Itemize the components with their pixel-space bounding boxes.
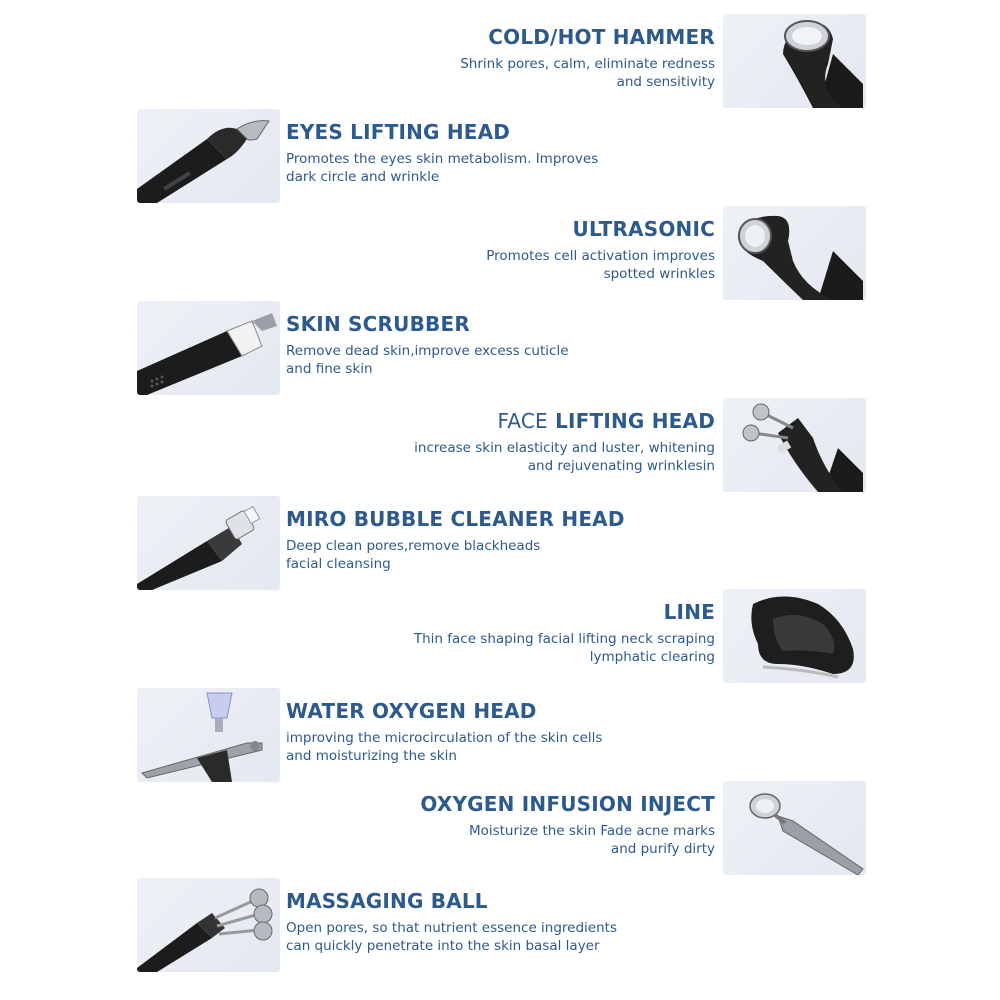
head-title: LINE [663,600,715,624]
head-text [460,24,715,91]
head-description: Promotes cell activation improves spotted wrinkles [486,248,715,282]
head-text [414,599,715,666]
head-item-cold-hot-hammer [0,14,1000,108]
cold-hot-hammer-icon [723,14,866,108]
bubble-cleaner-head-icon [137,496,280,590]
ultrasonic-head-icon [723,206,866,300]
head-item-bubble-cleaner [0,496,1000,590]
head-title: ULTRASONIC [572,217,715,241]
head-description: Open pores, so that nutrient essence ingredients can quickly penetrate into the skin basal layer [286,920,617,954]
head-description: improving the microcirculation of the skin cells and moisturizing the skin [286,730,603,764]
head-description: Shrink pores, calm, eliminate redness and sensitivity [460,56,715,90]
gua-sha-line-icon [723,589,866,683]
head-description: Thin face shaping facial lifting neck scraping lymphatic clearing [413,631,715,665]
head-item-ultrasonic [0,206,1000,300]
head-title: MIRO BUBBLE CLEANER HEAD [286,507,625,531]
face-lifting-head-icon [723,398,866,492]
head-title: EYES LIFTING HEAD [286,120,511,144]
skin-scrubber-icon [137,301,280,395]
head-description: Moisturize the skin Fade acne marks and purify dirty [468,823,715,857]
head-text [486,216,715,283]
massaging-ball-icon [137,878,280,972]
head-title: MASSAGING BALL [286,889,488,913]
head-description: increase skin elasticity and luster, whitening and rejuvenating wrinklesin [414,440,715,474]
head-item-eyes-lifting [0,109,1000,203]
oxygen-infusion-wand-icon [723,781,866,875]
head-item-oxygen-infusion [0,781,1000,875]
head-item-face-lifting [0,398,1000,492]
head-title: OXYGEN INFUSION INJECT [420,792,715,816]
head-text [286,698,602,765]
head-text [414,408,715,475]
head-text [286,506,625,573]
head-text [286,311,569,378]
head-description: Deep clean pores,remove blackheads facial cleansing [286,538,541,572]
head-description: Remove dead skin,improve excess cuticle and fine skin [286,343,569,377]
head-item-line [0,589,1000,683]
head-title: FACE LIFTING HEAD [497,409,715,433]
water-oxygen-spray-gun-icon [137,688,280,782]
head-item-massaging-ball [0,878,1000,972]
eyes-lifting-head-icon [137,109,280,203]
head-title: COLD/HOT HAMMER [488,25,715,49]
head-description: Promotes the eyes skin metabolism. Improves dark circle and wrinkle [286,151,599,185]
head-title: SKIN SCRUBBER [286,312,470,336]
head-title: WATER OXYGEN HEAD [286,699,537,723]
head-item-water-oxygen [0,688,1000,782]
head-text [420,791,715,858]
head-item-skin-scrubber [0,301,1000,395]
head-text [286,888,617,955]
head-text [286,119,598,186]
